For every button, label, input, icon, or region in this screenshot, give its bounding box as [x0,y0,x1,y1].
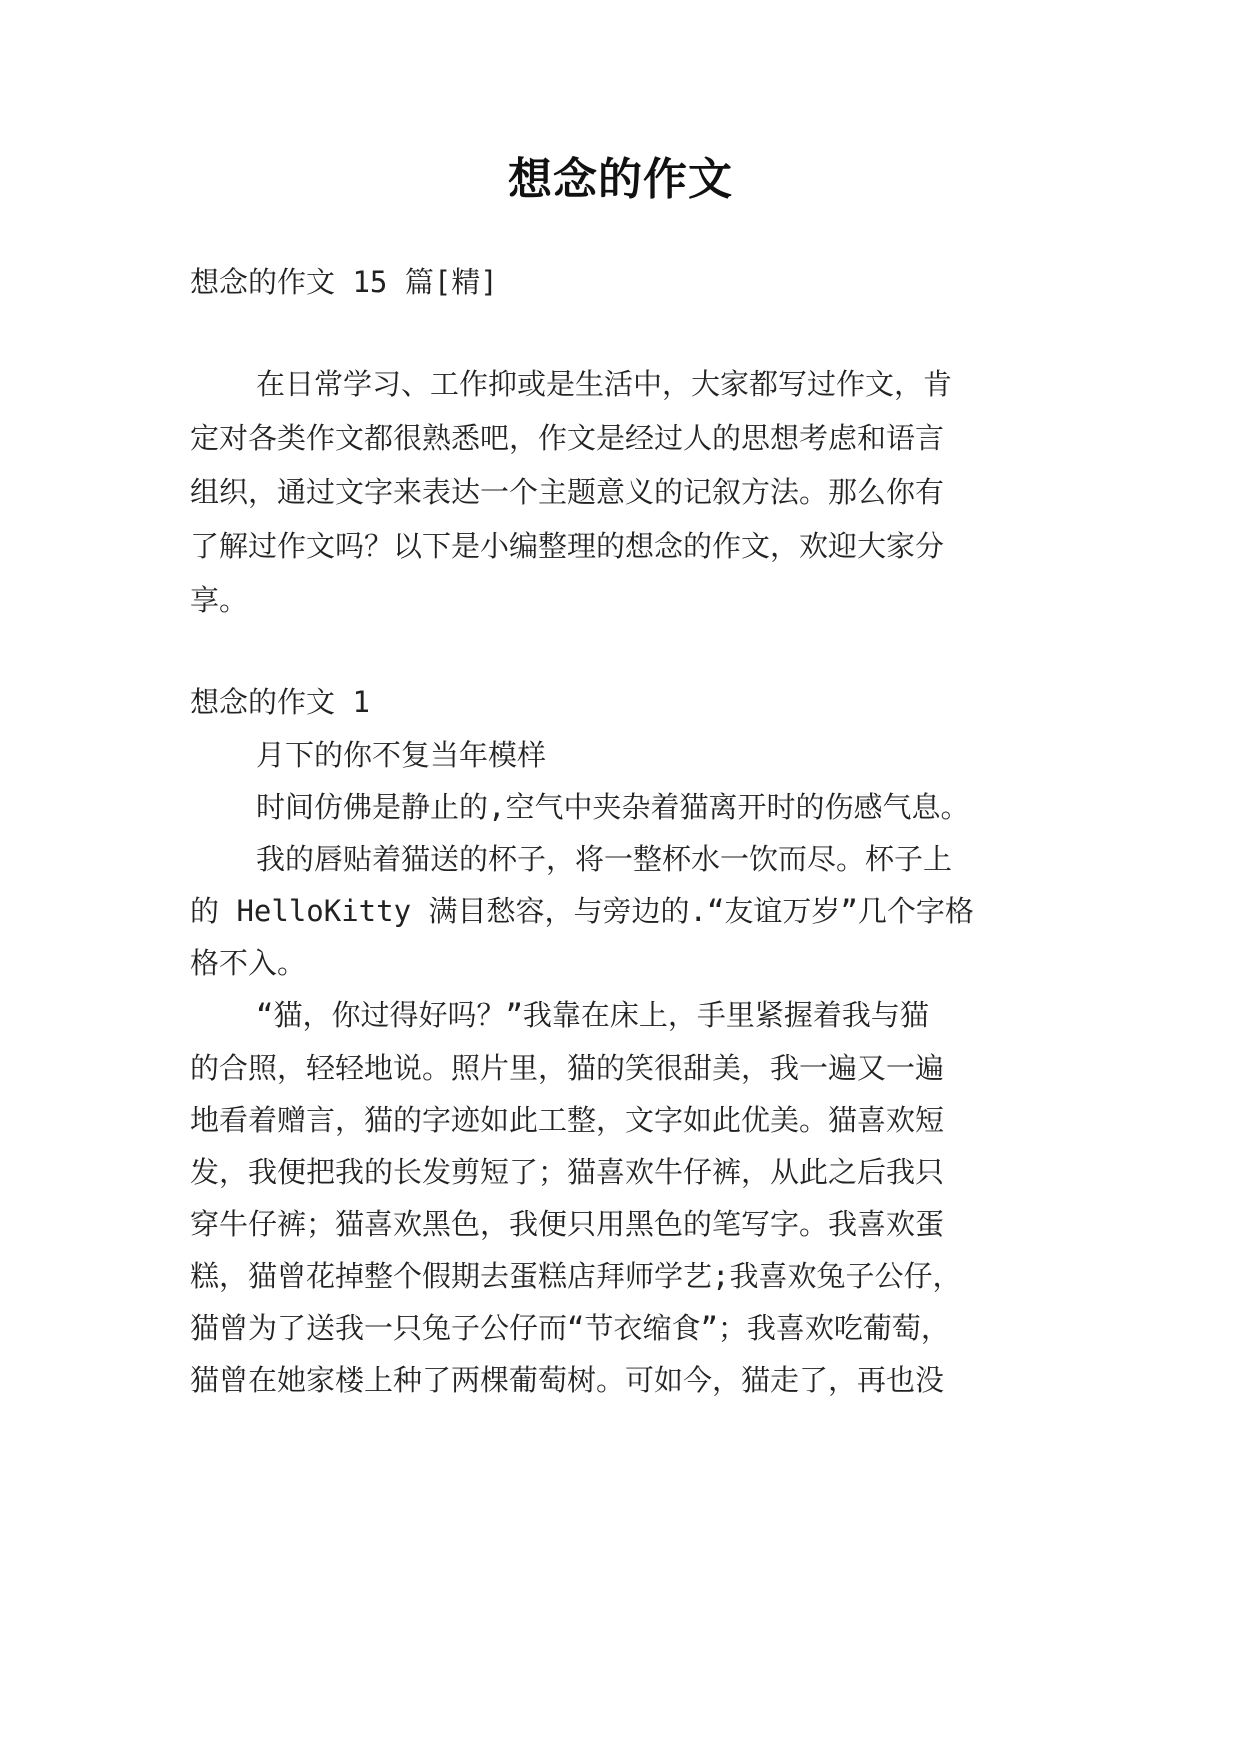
document-subtitle: 想念的作文 15 篇[精] [190,265,498,299]
paragraph-2-line-1: 我的唇贴着猫送的杯子，将一整杯水一饮而尽。杯子上 [256,842,953,876]
intro-line-5: 享。 [190,583,249,617]
paragraph-1: 时间仿佛是静止的,空气中夹杂着猫离开时的伤感气息。 [256,790,970,824]
document-title: 想念的作文 [508,154,733,205]
paragraph-3-line-2: 的合照，轻轻地说。照片里，猫的笑很甜美，我一遍又一遍 [190,1051,945,1085]
intro-line-4: 了解过作文吗？以下是小编整理的想念的作文，欢迎大家分 [190,529,945,563]
paragraph-3-line-7: 猫曾为了送我一只兔子公仔而“节衣缩食”；我喜欢吃葡萄， [190,1311,950,1345]
intro-line-3: 组织，通过文字来表达一个主题意义的记叙方法。那么你有 [190,475,945,509]
paragraph-2-line-2: 的 HelloKitty 满目愁容，与旁边的.“友谊万岁”几个字格 [190,894,974,928]
paragraph-3-line-3: 地看着赠言，猫的字迹如此工整，文字如此优美。猫喜欢短 [190,1103,945,1137]
paragraph-3-line-4: 发，我便把我的长发剪短了；猫喜欢牛仔裤，从此之后我只 [190,1155,945,1189]
section-heading: 想念的作文 1 [190,685,370,719]
paragraph-3-line-5: 穿牛仔裤；猫喜欢黑色，我便只用黑色的笔写字。我喜欢蛋 [190,1207,945,1241]
intro-line-2: 定对各类作文都很熟悉吧，作文是经过人的思想考虑和语言 [190,421,945,455]
paragraph-3-line-1: “猫，你过得好吗？”我靠在床上，手里紧握着我与猫 [256,998,929,1032]
intro-line-1: 在日常学习、工作抑或是生活中，大家都写过作文，肯 [256,367,953,401]
paragraph-2-line-3: 格不入。 [190,946,307,980]
paragraph-3-line-8: 猫曾在她家楼上种了两棵葡萄树。可如今，猫走了，再也没 [190,1363,945,1397]
paragraph-3-line-6: 糕，猫曾花掉整个假期去蛋糕店拜师学艺;我喜欢兔子公仔， [190,1259,962,1293]
essay-title: 月下的你不复当年模样 [256,738,547,772]
